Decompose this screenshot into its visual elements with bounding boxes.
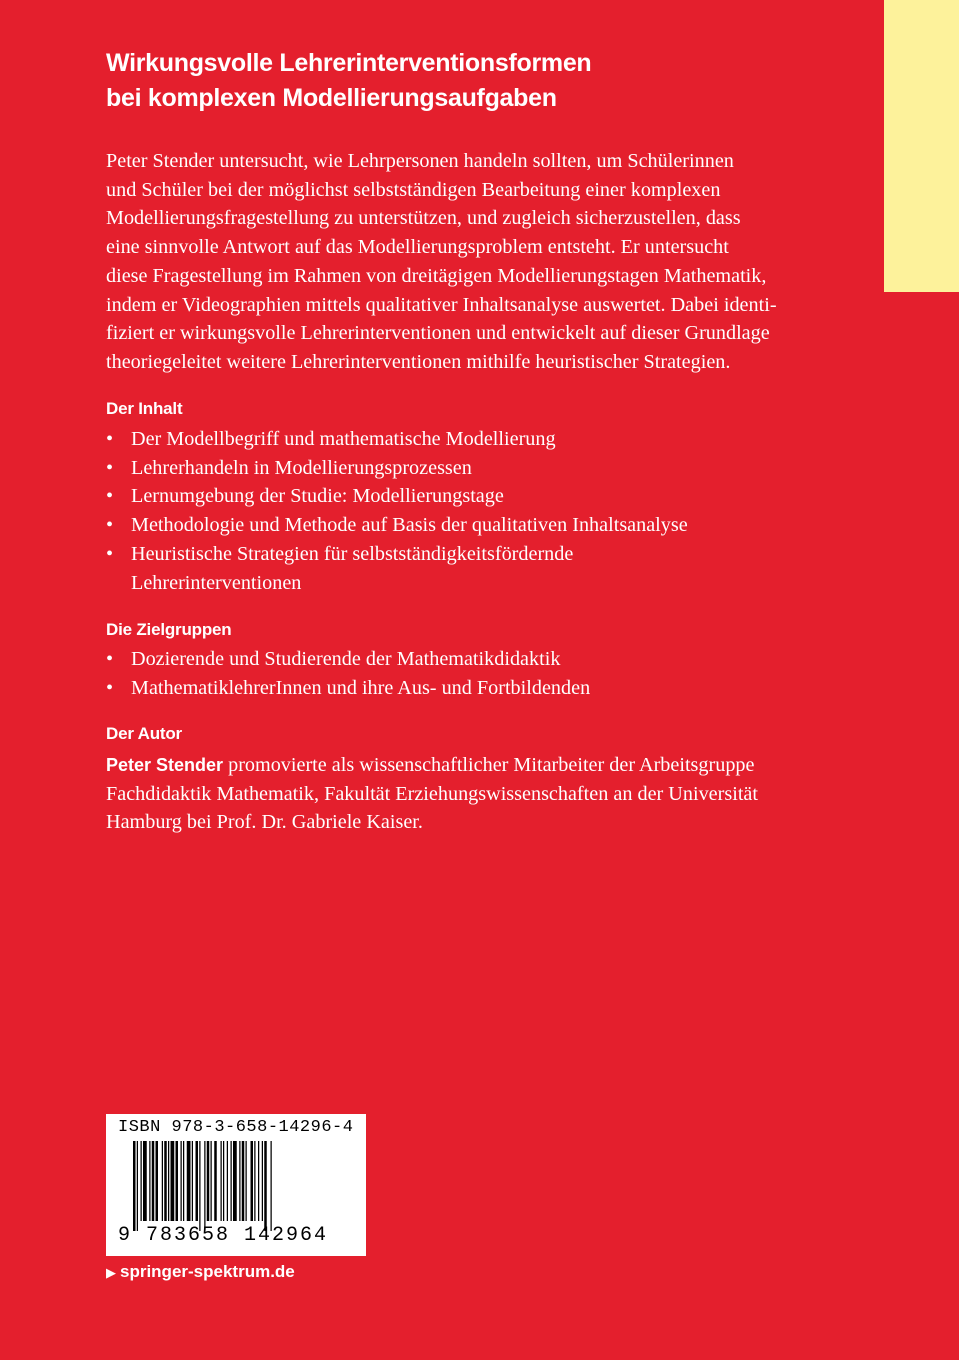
intro-line: Peter Stender untersucht, wie Lehrpersonen handeln sollten, um Schülerinnen	[106, 150, 734, 172]
list-item	[106, 425, 818, 454]
book-title	[106, 46, 826, 116]
barcode-bar	[251, 1141, 254, 1221]
barcode-bar	[254, 1141, 255, 1221]
bullet-icon: •	[106, 542, 114, 565]
barcode-bar	[192, 1141, 193, 1221]
list-item-text: Lernumgebung der Studie: Modellierungstage	[131, 485, 504, 508]
list-item-text: Dozierende und Studierende der Mathematikdidaktik	[131, 648, 561, 670]
barcode-bar	[156, 1141, 159, 1221]
list-item-text: MathematiklehrerInnen und ihre Aus- und Fortbildenden	[131, 676, 591, 699]
contents-heading: Der Inhalt	[106, 399, 183, 418]
list-item-text: Der Modellbegriff und mathematische Modellierung	[131, 428, 556, 450]
audience-list	[106, 645, 818, 702]
author-bio-line	[106, 751, 818, 780]
contents-list	[106, 425, 818, 597]
ean-digits: 9 783658 142964	[118, 1224, 329, 1247]
barcode-bar	[171, 1141, 175, 1221]
barcode-bar	[196, 1141, 199, 1221]
bullet-icon: •	[106, 456, 114, 479]
barcode-bar	[258, 1141, 259, 1221]
barcode-bar	[149, 1141, 150, 1221]
barcode-bar	[168, 1141, 169, 1221]
intro-line: theoriegeleitet weitere Lehrerinterventionen mithilfe heuristischer Strategien.	[106, 350, 731, 373]
bullet-icon: •	[106, 428, 114, 450]
list-item-text: Lehrerhandeln in Modellierungsprozessen	[131, 456, 472, 479]
barcode-bar	[211, 1141, 212, 1221]
intro-line: diese Fragestellung im Rahmen von dreitägigen Modellierungstagen Mathematik,	[106, 264, 767, 287]
intro-line: eine sinnvolle Antwort auf das Modellierungsproblem entsteht. Er untersucht	[106, 236, 729, 259]
barcode-bar	[152, 1141, 155, 1221]
isbn-barcode	[106, 1114, 366, 1256]
barcode-bar	[204, 1141, 205, 1231]
list-item	[106, 645, 818, 674]
barcode-bar	[223, 1141, 224, 1221]
arrow-right-icon: ▶	[106, 1265, 116, 1280]
isbn-label: ISBN 978-3-658-14296-4	[118, 1118, 354, 1137]
barcode-bar	[239, 1141, 240, 1221]
list-item	[106, 511, 818, 540]
publisher-website[interactable]	[106, 1262, 295, 1282]
barcode-bar	[233, 1141, 237, 1221]
barcode-bars	[133, 1141, 343, 1231]
barcode-bar	[176, 1141, 179, 1221]
author-heading: Der Autor	[106, 724, 182, 743]
barcode-bar	[214, 1141, 217, 1221]
barcode-bar	[246, 1141, 247, 1221]
intro-line: fiziert er wirkungsvolle Lehrerinterventionen und entwickelt auf dieser Grundlage	[106, 322, 770, 345]
barcode-bar	[207, 1141, 210, 1221]
barcode-bar	[162, 1141, 163, 1221]
bullet-icon: •	[106, 514, 114, 537]
barcode-bar	[221, 1141, 222, 1221]
author-bio-line: Hamburg bei Prof. Dr. Gabriele Kaiser.	[106, 811, 423, 834]
barcode-bar	[137, 1141, 138, 1231]
audience-heading: Die Zielgruppen	[106, 620, 232, 639]
barcode-bar	[183, 1141, 184, 1221]
barcode-bar	[187, 1141, 191, 1221]
author-bio-text: promovierte als wissenschaftlicher Mitarbeiter der Arbeitsgruppe	[223, 754, 755, 776]
barcode-bar	[133, 1141, 136, 1231]
author-name: Peter Stender	[106, 755, 224, 775]
title-line: bei komplexen Modellierungsaufgaben	[106, 84, 557, 112]
list-item-text: Lehrerinterventionen	[131, 571, 302, 594]
barcode-bar	[262, 1141, 263, 1221]
barcode-bar	[264, 1141, 267, 1231]
yellow-corner-tab	[884, 0, 959, 292]
barcode-bar	[231, 1141, 232, 1221]
barcode-bar	[141, 1141, 142, 1221]
list-item	[106, 540, 818, 597]
barcode-bar	[271, 1141, 272, 1231]
barcode-bar	[227, 1141, 228, 1221]
intro-line: indem er Videographien mittels qualitativer Inhaltsanalyse auswertet. Dabei identi-	[106, 293, 777, 316]
barcode-bar	[181, 1141, 182, 1221]
intro-line: Modellierungsfragestellung zu unterstützen, und zugleich sicherzustellen, dass	[106, 207, 741, 230]
barcode-bar	[164, 1141, 167, 1221]
bullet-icon: •	[106, 485, 114, 508]
bullet-icon: •	[106, 676, 114, 699]
list-item	[106, 674, 818, 703]
list-item	[106, 454, 818, 483]
list-item-text: Methodologie und Methode auf Basis der qualitativen Inhaltsanalyse	[131, 514, 688, 537]
barcode-bar	[242, 1141, 245, 1221]
title-line: Wirkungsvolle Lehrerinterventionsformen	[106, 49, 592, 77]
website-url: springer-spektrum.de	[120, 1262, 295, 1281]
intro-paragraph	[106, 147, 818, 377]
bullet-icon: •	[106, 648, 114, 670]
list-item	[106, 482, 818, 511]
author-bio	[106, 751, 818, 837]
list-item-text: Heuristische Strategien für selbstständigkeitsfördernde	[131, 542, 574, 565]
barcode-bar	[143, 1141, 147, 1221]
intro-line: und Schüler bei der möglichst selbstständigen Bearbeitung einer komplexen	[106, 178, 721, 201]
author-bio-line: Fachdidaktik Mathematik, Fakultät Erziehungswissenschaften an der Universität	[106, 782, 758, 805]
barcode-bar	[199, 1141, 200, 1231]
